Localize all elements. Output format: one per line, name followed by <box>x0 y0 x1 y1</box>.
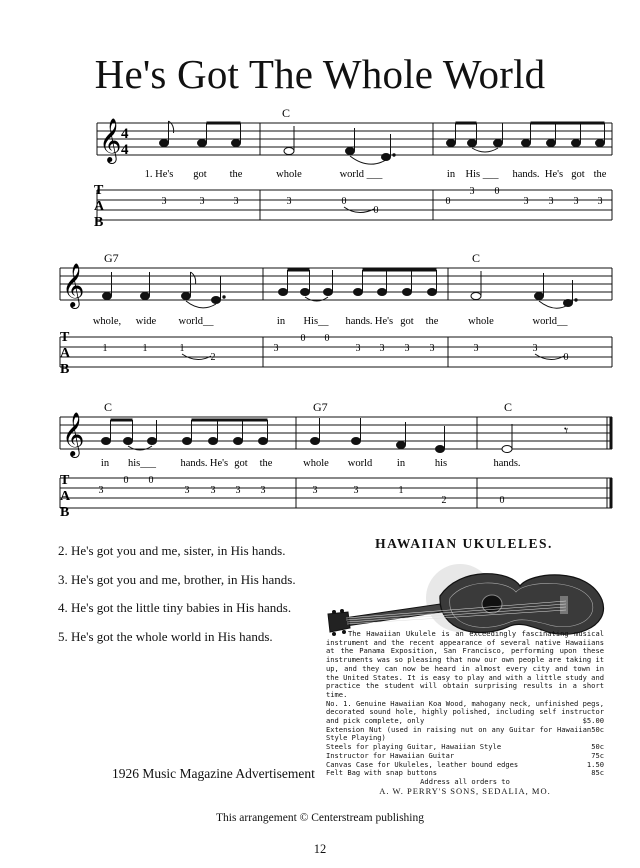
treble-clef-icon: 𝄞 <box>62 414 85 456</box>
ad-item-price: 85c <box>591 768 604 778</box>
lyric: in <box>100 458 110 469</box>
lyric: world <box>347 458 373 469</box>
lyric: world__ <box>532 316 568 327</box>
tab-number: 0 <box>499 495 505 506</box>
lyric: the <box>259 458 273 469</box>
tab-number: 3 <box>199 196 205 207</box>
staff-2 <box>60 251 612 327</box>
verse-line: 4. He's got the little tiny babies in His hands. <box>58 600 292 615</box>
ad-item <box>326 700 604 726</box>
chord-symbol: C <box>504 400 513 414</box>
chord-symbol: C <box>282 106 291 120</box>
lyric: hands. <box>512 169 540 180</box>
tab-number: 1 <box>102 343 108 354</box>
tab-number: 1 <box>398 485 404 496</box>
ad-company: A. W. PERRY'S SONS, SEDALIA, MO. <box>379 785 551 796</box>
tab-number: 3 <box>312 485 318 496</box>
page-number: 12 <box>313 842 327 856</box>
staff-1 <box>97 106 612 180</box>
tab-number: 0 <box>373 205 379 216</box>
lyric: His ___ <box>465 169 499 180</box>
lyric: wide <box>135 316 157 327</box>
tab-number: 0 <box>563 352 569 363</box>
tab-staff-1 <box>94 183 612 230</box>
tab-number: 3 <box>355 343 361 354</box>
ad-item-price: 1.50 <box>586 759 604 769</box>
lyric: the <box>593 169 607 180</box>
ad-intro: The Hawaiian Ukulele is an exceedingly fascinating musical instrument and the recent appearance of several native Hawaiians at the Panama Exposition, San Francisco, performing upon these instruments was so pleasing that now our own people are taking it up, and they can now be heard in almost every city and town in the United States. It is easy to play and with a little study and practice the student will obtain surprising results in a short time. <box>326 629 604 699</box>
lyric: got <box>234 458 248 469</box>
lyric: in <box>276 316 286 327</box>
tab-number: 3 <box>98 485 104 496</box>
tab-letter-b: B <box>60 505 70 520</box>
tab-number: 3 <box>573 196 579 207</box>
lyric: the <box>425 316 439 327</box>
verse-line: 5. He's got the whole world in His hands. <box>58 628 273 644</box>
lyric: hands. <box>345 316 373 327</box>
ad-body-text <box>326 630 604 795</box>
treble-clef-icon: 𝄞 <box>62 265 85 307</box>
tab-number: 1 <box>142 343 148 354</box>
tab-number: 0 <box>324 333 330 344</box>
tab-staff-3 <box>60 473 612 520</box>
ad-item-label: No. 1. Genuine Hawaiian Koa Wood, mahogany neck, unfinished pegs, decorated sound hole, highly polished, including self instructor and pick complete, only <box>326 698 604 726</box>
verse-list <box>58 543 296 657</box>
tab-number: 3 <box>548 196 554 207</box>
tab-number: 1 <box>179 343 185 354</box>
tab-number: 3 <box>429 343 435 354</box>
tab-number: 3 <box>184 485 190 496</box>
ad-item-price: 50c <box>591 724 604 734</box>
time-sig-top: 4 <box>121 126 129 142</box>
lyric: whole <box>303 458 329 469</box>
lyric: He's <box>544 169 564 180</box>
staff-3 <box>60 400 612 469</box>
lyric: got <box>571 169 585 180</box>
tab-number: 0 <box>494 186 500 197</box>
lyric: He's <box>209 458 229 469</box>
verse-line: 2. He's got you and me, sister, in His hands. <box>58 543 286 558</box>
lyric: got <box>400 316 414 327</box>
eighth-rest-icon: 𝄾 <box>564 423 569 440</box>
tab-number: 3 <box>473 343 479 354</box>
treble-clef-icon: 𝄞 <box>99 120 122 162</box>
lyric: world__ <box>178 316 214 327</box>
lyric: 1. He's <box>144 169 174 180</box>
tab-letter-t: T <box>60 473 70 488</box>
lyric: whole <box>276 169 302 180</box>
ad-heading: HAWAIIAN UKULELES. <box>375 536 553 551</box>
ad-item-price: 50c <box>591 742 604 752</box>
lyric: his <box>434 458 448 469</box>
tab-number: 0 <box>341 196 347 207</box>
tab-number: 3 <box>379 343 385 354</box>
lyric: whole, <box>92 316 122 327</box>
tab-number: 3 <box>273 343 279 354</box>
tab-number: 0 <box>123 475 129 486</box>
tab-number: 3 <box>404 343 410 354</box>
tab-staff-2 <box>60 330 612 377</box>
ad-caption: 1926 Music Magazine Advertisement <box>112 766 315 781</box>
lyric: world ___ <box>339 169 383 180</box>
tab-number: 3 <box>161 196 167 207</box>
tab-number: 0 <box>445 196 451 207</box>
ukulele-advertisement <box>320 534 608 810</box>
lyric: hands. <box>180 458 208 469</box>
tab-number: 2 <box>210 352 216 363</box>
tab-letter-t: T <box>94 183 104 198</box>
lyric: his___ <box>127 458 157 469</box>
lyric: hands. <box>493 458 521 469</box>
verse-line: 3. He's got you and me, brother, in His hands. <box>58 571 296 587</box>
ad-item-price: 75c <box>591 750 604 760</box>
tab-letter-a: A <box>94 199 105 214</box>
lyric: whole <box>468 316 494 327</box>
ad-item-label: Felt Bag with snap buttons <box>326 768 438 778</box>
chord-symbol: G7 <box>104 251 119 265</box>
lyric: He's <box>374 316 394 327</box>
tab-number: 0 <box>300 333 306 344</box>
ad-item-price: $5.00 <box>582 716 604 726</box>
tab-number: 2 <box>441 495 447 506</box>
song-title: He's Got The Whole World <box>94 51 546 97</box>
lyric: in <box>446 169 456 180</box>
tab-number: 3 <box>523 196 529 207</box>
tab-number: 3 <box>235 485 241 496</box>
tab-letter-b: B <box>94 215 104 230</box>
tab-letter-b: B <box>60 362 70 377</box>
lyric: got <box>193 169 207 180</box>
tab-number: 3 <box>597 196 603 207</box>
ad-item-label: Instructor for Hawaiian Guitar <box>326 750 455 760</box>
tab-number: 0 <box>148 475 154 486</box>
lyric: in <box>396 458 406 469</box>
lyric: His__ <box>303 316 329 327</box>
time-sig-bottom: 4 <box>121 142 129 158</box>
tab-number: 3 <box>233 196 239 207</box>
tab-number: 3 <box>210 485 216 496</box>
tab-number: 3 <box>469 186 475 197</box>
chord-symbol: C <box>472 251 481 265</box>
lyric: the <box>229 169 243 180</box>
ad-address-line: Address all orders to <box>420 776 510 786</box>
tab-number: 3 <box>532 343 538 354</box>
tab-number: 3 <box>286 196 292 207</box>
chord-symbol: C <box>104 400 113 414</box>
ad-item-label: Canvas Case for Ukuleles, leather bound edges <box>326 759 519 769</box>
tab-number: 3 <box>260 485 266 496</box>
ad-item-label: Steels for playing Guitar, Hawaiian Style <box>326 742 502 752</box>
tab-letter-t: T <box>60 330 70 345</box>
ad-item <box>326 726 604 743</box>
ad-item-label: Extension Nut (used in raising nut on any Guitar for Hawaiian Style Playing) <box>326 724 592 743</box>
chord-symbol: G7 <box>313 400 328 414</box>
copyright-footer: This arrangement © Centerstream publishing <box>215 812 425 824</box>
tab-number: 3 <box>353 485 359 496</box>
tab-letter-a: A <box>60 489 71 504</box>
tab-letter-a: A <box>60 346 71 361</box>
